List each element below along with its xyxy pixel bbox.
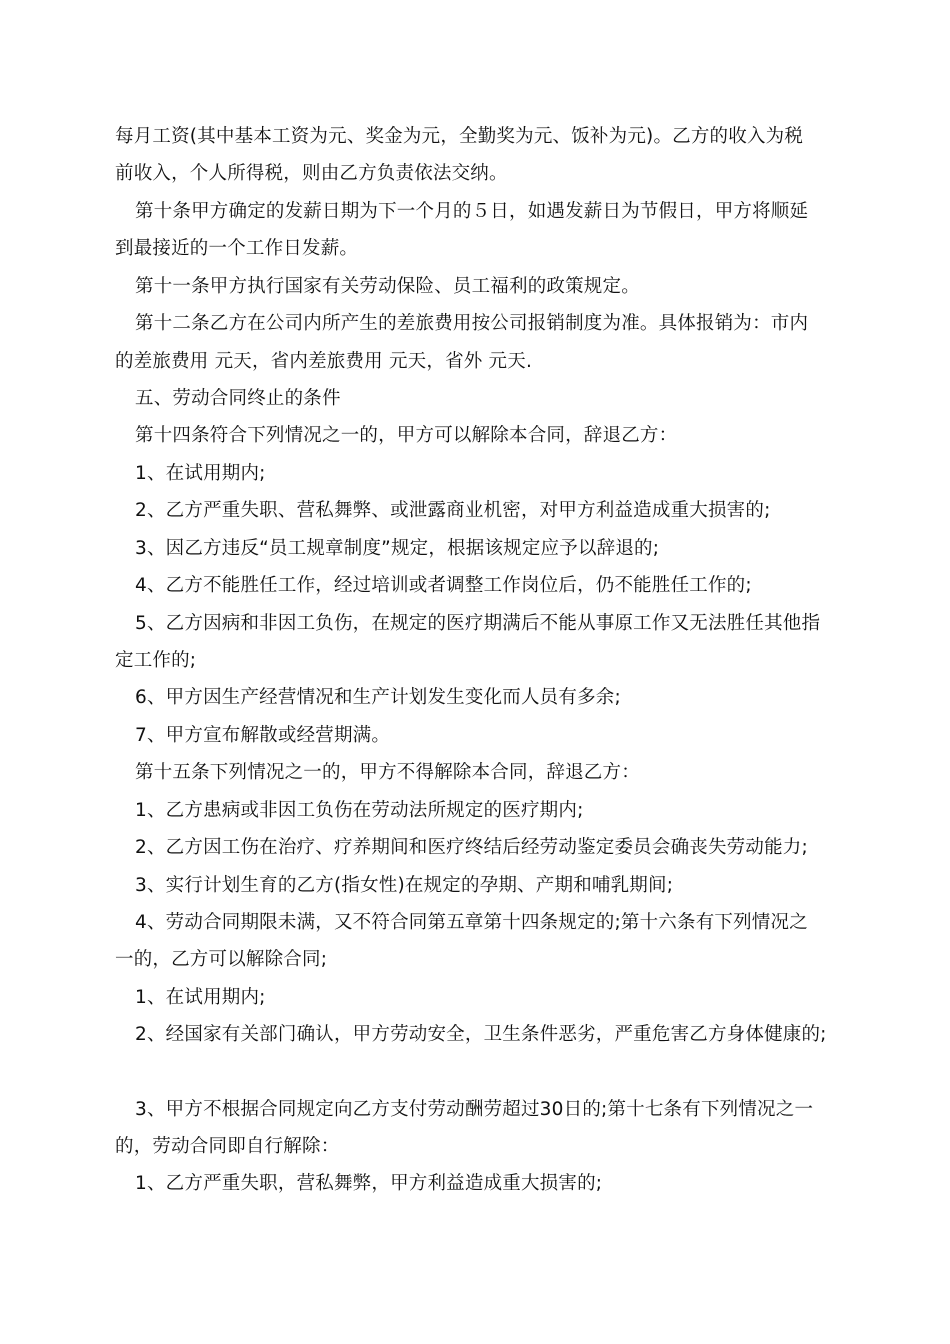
- section-heading: 五、劳动合同终止的条件: [135, 388, 341, 409]
- list-item: 1、乙方患病或非因工负伤在劳动法所规定的医疗期内;: [135, 800, 584, 821]
- body-text-line: 第十四条符合下列情况之一的，甲方可以解除本合同，辞退乙方：: [135, 425, 678, 446]
- list-item: 3、甲方不根据合同规定向乙方支付劳动酬劳超过30日的;第十七条有下列情况之一: [135, 1099, 814, 1120]
- list-item: 的，劳动合同即自行解除：: [115, 1136, 340, 1157]
- list-item: 3、实行计划生育的乙方(指女性)在规定的孕期、产期和哺乳期间;: [135, 875, 674, 896]
- list-item: 2、乙方因工伤在治疗、疗养期间和医疗终结后经劳动鉴定委员会确丧失劳动能力;: [135, 837, 808, 858]
- body-text-line: 每月工资(其中基本工资为元、奖金为元，全勤奖为元、饭补为元)。乙方的收入为税: [115, 126, 804, 147]
- list-item: 2、经国家有关部门确认，甲方劳动安全，卫生条件恶劣，严重危害乙方身体健康的;: [135, 1024, 827, 1045]
- body-text-line: 第十条甲方确定的发薪日期为下一个月的５日，如遇发薪日为节假日，甲方将顺延: [135, 201, 809, 222]
- body-text-line: 前收入，个人所得税，则由乙方负责依法交纳。: [115, 163, 508, 184]
- list-item: 定工作的;: [115, 650, 197, 671]
- body-text-line: 第十五条下列情况之一的，甲方不得解除本合同，辞退乙方：: [135, 762, 640, 783]
- body-text-line: 第十一条甲方执行国家有关劳动保险、员工福利的政策规定。: [135, 276, 640, 297]
- list-item: 1、在试用期内;: [135, 463, 266, 484]
- list-item: 1、乙方严重失职，营私舞弊，甲方利益造成重大损害的;: [135, 1173, 603, 1194]
- list-item: 5、乙方因病和非因工负伤，在规定的医疗期满后不能从事原工作又无法胜任其他指: [135, 613, 821, 634]
- body-text-line: 第十二条乙方在公司内所产生的差旅费用按公司报销制度为准。具体报销为：市内: [135, 313, 809, 334]
- list-item: 1、在试用期内;: [135, 987, 266, 1008]
- list-item: 2、乙方严重失职、营私舞弊、或泄露商业机密，对甲方利益造成重大损害的;: [135, 500, 771, 521]
- list-item: 7、甲方宣布解散或经营期满。: [135, 725, 391, 746]
- body-text-line: 的差旅费用 元天，省内差旅费用 元天，省外 元天.: [115, 351, 533, 372]
- list-item: 4、乙方不能胜任工作，经过培训或者调整工作岗位后，仍不能胜任工作的;: [135, 575, 752, 596]
- list-item: 一的，乙方可以解除合同;: [115, 949, 328, 970]
- list-item: 6、甲方因生产经营情况和生产计划发生变化而人员有多余;: [135, 687, 621, 708]
- body-text-line: 到最接近的一个工作日发薪。: [115, 238, 359, 259]
- list-item: 3、因乙方违反“员工规章制度”规定，根据该规定应予以辞退的;: [135, 538, 660, 559]
- list-item: 4、劳动合同期限未满，又不符合同第五章第十四条规定的;第十六条有下列情况之: [135, 912, 808, 933]
